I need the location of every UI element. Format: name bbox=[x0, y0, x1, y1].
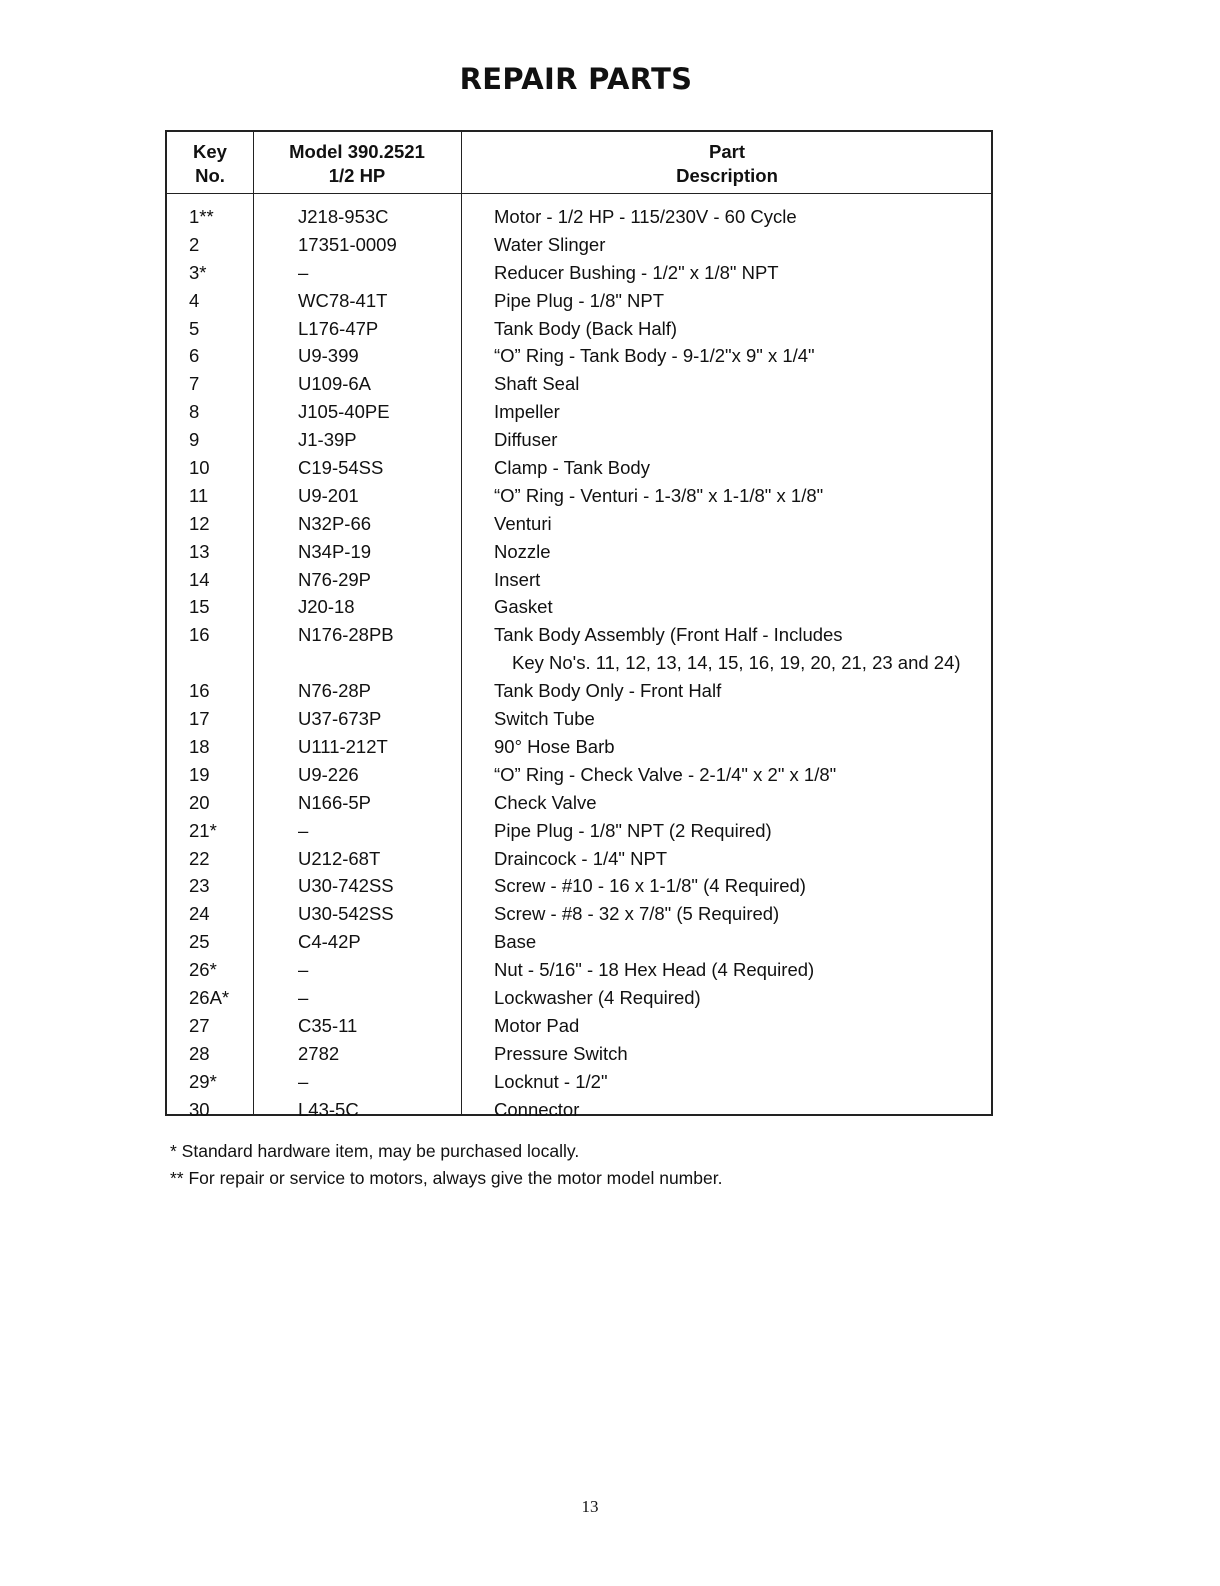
table-row bbox=[167, 928, 991, 956]
key-no-cell: 26* bbox=[189, 959, 217, 981]
header-part-description bbox=[461, 140, 993, 188]
key-no-cell: 6 bbox=[189, 345, 200, 367]
table-row bbox=[167, 845, 991, 873]
table-row bbox=[167, 510, 991, 538]
part-description-cell: Connector bbox=[494, 1098, 580, 1120]
model-part-number-cell: N166-5P bbox=[298, 791, 372, 813]
footnote-standard-hardware: * Standard hardware item, may be purchased locally. bbox=[170, 1141, 580, 1161]
table-row bbox=[167, 677, 991, 705]
model-part-number-cell: U30-542SS bbox=[298, 903, 394, 925]
model-part-number-cell: L176-47P bbox=[298, 317, 379, 339]
header-key-line2: No. bbox=[195, 165, 225, 186]
part-description-cell: “O” Ring - Venturi - 1-3/8" x 1-1/8" x 1/8" bbox=[494, 484, 824, 506]
header-divider bbox=[167, 193, 991, 194]
model-part-number-cell: U9-399 bbox=[298, 345, 359, 367]
table-row bbox=[167, 1040, 991, 1068]
part-description-cell: Clamp - Tank Body bbox=[494, 457, 650, 479]
part-description-cell: Pipe Plug - 1/8" NPT bbox=[494, 289, 665, 311]
part-description-cell: Pipe Plug - 1/8" NPT (2 Required) bbox=[494, 819, 772, 841]
part-description-cell: Diffuser bbox=[494, 429, 558, 451]
key-no-cell: 17 bbox=[189, 708, 210, 730]
part-description-cell: Insert bbox=[494, 568, 541, 590]
model-part-number-cell: U30-742SS bbox=[298, 875, 394, 897]
key-no-cell: 8 bbox=[189, 401, 200, 423]
model-part-number-cell: N32P-66 bbox=[298, 512, 372, 534]
model-part-number-cell: – bbox=[298, 261, 309, 283]
model-part-number-cell: J1-39P bbox=[298, 429, 357, 451]
model-part-number-cell: 2782 bbox=[298, 1042, 340, 1064]
part-description-cell: Check Valve bbox=[494, 791, 597, 813]
header-key-no bbox=[167, 140, 253, 188]
part-description-cell: Reducer Bushing - 1/2" x 1/8" NPT bbox=[494, 261, 779, 283]
table-row bbox=[167, 956, 991, 984]
table-row bbox=[167, 287, 991, 315]
table-row bbox=[167, 1012, 991, 1040]
table-row bbox=[167, 1096, 991, 1124]
model-part-number-cell: – bbox=[298, 1070, 309, 1092]
part-description-cell: Tank Body Assembly (Front Half - Includes bbox=[494, 624, 843, 646]
key-no-cell: 12 bbox=[189, 512, 210, 534]
key-no-cell: 11 bbox=[189, 484, 209, 506]
header-key-line1: Key bbox=[193, 141, 227, 162]
table-row bbox=[167, 315, 991, 343]
key-no-cell: 15 bbox=[189, 596, 210, 618]
part-description-cell: Tank Body Only - Front Half bbox=[494, 680, 722, 702]
model-part-number-cell: J218-953C bbox=[298, 206, 389, 227]
part-description-cell: Water Slinger bbox=[494, 233, 606, 255]
key-no-cell: 22 bbox=[189, 847, 210, 869]
table-row bbox=[167, 984, 991, 1012]
key-no-cell: 24 bbox=[189, 903, 210, 925]
part-description-cell: Switch Tube bbox=[494, 708, 595, 730]
key-no-cell: 16 bbox=[189, 624, 210, 646]
table-row bbox=[167, 593, 991, 621]
key-no-cell: 23 bbox=[189, 875, 210, 897]
table-row bbox=[167, 342, 991, 370]
model-part-number-cell: U212-68T bbox=[298, 847, 381, 869]
part-description-cell: Screw - #10 - 16 x 1-1/8" (4 Required) bbox=[494, 875, 806, 897]
model-part-number-cell: 17351-0009 bbox=[298, 233, 397, 255]
model-part-number-cell: U111-212T bbox=[298, 735, 388, 757]
model-part-number-cell: N176-28PB bbox=[298, 624, 394, 646]
table-row bbox=[167, 426, 991, 454]
model-part-number-cell: WC78-41T bbox=[298, 289, 388, 311]
header-model-line1: Model 390.2521 bbox=[289, 141, 425, 162]
table-row bbox=[167, 817, 991, 845]
key-no-cell: 29* bbox=[189, 1070, 217, 1092]
model-part-number-cell: U37-673P bbox=[298, 708, 382, 730]
part-description-cell: “O” Ring - Tank Body - 9-1/2"x 9" x 1/4" bbox=[494, 345, 815, 367]
table-row bbox=[167, 566, 991, 594]
table-row bbox=[167, 761, 991, 789]
key-no-cell: 19 bbox=[189, 763, 210, 785]
table-row bbox=[167, 789, 991, 817]
table-row bbox=[167, 733, 991, 761]
key-no-cell: 21* bbox=[189, 819, 217, 841]
part-description-cell: “O” Ring - Check Valve - 2-1/4" x 2" x 1/8" bbox=[494, 763, 837, 785]
header-desc-line2: Description bbox=[676, 165, 778, 186]
part-description-cell: Motor - 1/2 HP - 115/230V - 60 Cycle bbox=[494, 206, 797, 227]
model-part-number-cell: N34P-19 bbox=[298, 540, 372, 562]
table-row bbox=[167, 1068, 991, 1096]
key-no-cell: 26A* bbox=[189, 986, 230, 1008]
page-number: 13 bbox=[581, 1497, 599, 1516]
model-part-number-cell: J20-18 bbox=[298, 596, 355, 618]
model-part-number-cell: – bbox=[298, 959, 309, 981]
table-row bbox=[167, 370, 991, 398]
key-no-cell: 25 bbox=[189, 931, 210, 953]
key-no-cell: 3* bbox=[189, 261, 207, 283]
key-no-cell: 5 bbox=[189, 317, 200, 339]
part-description-cell: Nozzle bbox=[494, 540, 551, 562]
part-description-cell: Shaft Seal bbox=[494, 373, 580, 395]
model-part-number-cell: J105-40PE bbox=[298, 401, 390, 423]
table-row bbox=[167, 259, 991, 287]
key-no-cell: 4 bbox=[189, 289, 200, 311]
key-no-cell: 28 bbox=[189, 1042, 210, 1064]
key-no-cell: 9 bbox=[189, 429, 200, 451]
key-no-cell: 18 bbox=[189, 735, 210, 757]
model-part-number-cell: L43-5C bbox=[298, 1098, 359, 1120]
model-part-number-cell: – bbox=[298, 986, 309, 1008]
key-no-cell: 14 bbox=[189, 568, 210, 590]
part-description-cell: Impeller bbox=[494, 401, 560, 423]
table-body bbox=[167, 203, 991, 1123]
page-title: REPAIR PARTS bbox=[459, 62, 693, 96]
repair-parts-table bbox=[165, 130, 993, 1120]
key-no-cell: 2 bbox=[189, 233, 200, 255]
key-no-cell: 30 bbox=[189, 1098, 210, 1120]
part-description-cell: Pressure Switch bbox=[494, 1042, 628, 1064]
part-description-cell: Draincock - 1/4" NPT bbox=[494, 847, 668, 869]
table-row bbox=[167, 900, 991, 928]
part-description-cell: Locknut - 1/2" bbox=[494, 1070, 608, 1092]
part-description-continuation: Key No's. 11, 12, 13, 14, 15, 16, 19, 20, 21, 23 and 24) bbox=[512, 652, 961, 674]
part-description-cell: Nut - 5/16" - 18 Hex Head (4 Required) bbox=[494, 959, 815, 981]
table-row bbox=[167, 872, 991, 900]
table-row bbox=[167, 203, 991, 231]
table-row bbox=[167, 482, 991, 510]
part-description-cell: Venturi bbox=[494, 512, 552, 534]
part-description-cell: Base bbox=[494, 931, 537, 953]
key-no-cell: 16 bbox=[189, 680, 210, 702]
key-no-cell: 1** bbox=[189, 206, 214, 227]
model-part-number-cell: U9-201 bbox=[298, 484, 359, 506]
model-part-number-cell: C35-11 bbox=[298, 1014, 358, 1036]
model-part-number-cell: – bbox=[298, 819, 309, 841]
table-row bbox=[167, 231, 991, 259]
table-row bbox=[167, 621, 991, 677]
model-part-number-cell: U9-226 bbox=[298, 763, 359, 785]
key-no-cell: 13 bbox=[189, 540, 210, 562]
model-part-number-cell: C19-54SS bbox=[298, 457, 384, 479]
part-description-cell: Screw - #8 - 32 x 7/8" (5 Required) bbox=[494, 903, 780, 925]
part-description-cell: Gasket bbox=[494, 596, 553, 618]
header-model-line2: 1/2 HP bbox=[328, 165, 386, 186]
table-row bbox=[167, 538, 991, 566]
header-desc-line1: Part bbox=[709, 141, 745, 162]
model-part-number-cell: N76-29P bbox=[298, 568, 372, 590]
footnote-motor-service: ** For repair or service to motors, always give the motor model number. bbox=[170, 1168, 723, 1188]
model-part-number-cell: N76-28P bbox=[298, 680, 372, 702]
header-model bbox=[253, 140, 461, 188]
key-no-cell: 7 bbox=[189, 373, 200, 395]
table-row bbox=[167, 398, 991, 426]
key-no-cell: 27 bbox=[189, 1014, 210, 1036]
table-row bbox=[167, 454, 991, 482]
key-no-cell: 20 bbox=[189, 791, 210, 813]
key-no-cell: 10 bbox=[189, 457, 210, 479]
part-description-cell: Tank Body (Back Half) bbox=[494, 317, 678, 339]
model-part-number-cell: C4-42P bbox=[298, 931, 361, 953]
model-part-number-cell: U109-6A bbox=[298, 373, 372, 395]
part-description-cell: Lockwasher (4 Required) bbox=[494, 986, 701, 1008]
part-description-cell: 90° Hose Barb bbox=[494, 735, 615, 757]
part-description-cell: Motor Pad bbox=[494, 1014, 580, 1036]
table-row bbox=[167, 705, 991, 733]
